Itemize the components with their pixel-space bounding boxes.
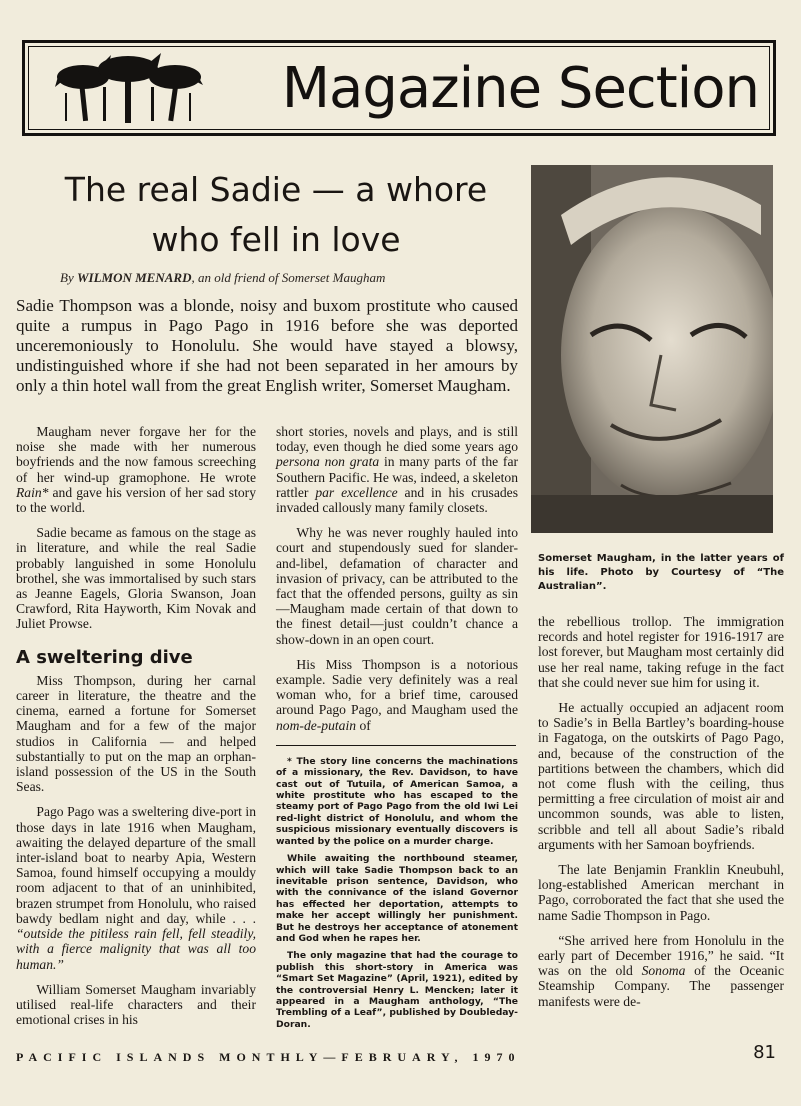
paragraph: William Somerset Maugham invariably utilised real-life characters and their emotional crises in his [16,981,256,1028]
byline [60,270,520,286]
paragraph: Pago Pago was a sweltering dive-port in those days in late 1916 when Maugham, awaiting the delayed departure of the small inter-island boat to nearby Apia, Western Samoa, found himself occupying a mouldy room adjacent to that of an uninhibited, brazen strumpet from Honolulu, who raised bawdy bedlam night and day, while . . . “outside the pitiless rain fell, fell steadily, with a fierce malignity that was all too human.” [16,804,256,972]
byline-suffix: , an old friend of Somerset Maugham [191,270,386,285]
magazine-section-banner [22,40,776,136]
paragraph: short stories, novels and plays, and is still today, even though he died some years ago persona non grata in many parts of the far Southern Pacific. He was, indeed, a skeleton rattler par excellence and in his crusades invaded callously many family closets. [276,424,518,516]
column-2 [276,424,518,1036]
headline-line-2: who fell in love [151,220,401,259]
lead-paragraph: Sadie Thompson was a blonde, noisy and buxom prostitute who caused quite a rumpus in Pago Pago in 1916 before she was deported unceremoniously to Honolulu. She would have stayed a blowsy, undistinguished whore if she had not been separated in her amours by only a thin hotel wall from the great English writer, Somerset Maugham. [16,296,518,395]
paragraph: the rebellious trollop. The immigration records and hotel register for 1916-1917 are lost forever, but Maugham most certainly did use her real name, taking refuge in the fact that she could never sue him for using it. [538,614,784,690]
column-1 [16,424,256,1037]
publication-line: PACIFIC ISLANDS MONTHLY—FEBRUARY, 1970 [16,1050,521,1064]
footnote-paragraph: While awaiting the northbound steamer, which will take Sadie Thompson back to an inevitable prison sentence, Davidson, who with the connivance of the island Governor has effected her deportation, attempts to make her accept willingly her punishment. But he destroys her acceptance of atonement and God when he rapes her. [276,853,518,944]
page-footer [16,1042,776,1066]
banner-title: Magazine Section [281,56,759,121]
photo-caption: Somerset Maugham, in the latter years of his life. Photo by Courtesy of “The Australian”. [538,553,784,592]
rain-title: Rain* [16,484,49,500]
footnote [276,756,518,1030]
paragraph: The late Benjamin Franklin Kneubuhl, long-established American merchant in Pago, corroborated the fact that she used the name Sadie Thompson in Pago. [538,862,784,923]
article-headline [26,165,526,265]
portrait-illustration [531,165,773,533]
portrait-photo [531,165,773,533]
footnote-divider [276,745,516,746]
paragraph: Why he was never roughly hauled into court and stupendously sued for slander-and-libel, defamation of character and invasion of privacy, can be attributed to the fact that the offended persons, guilty as sin—Maugham made certain of that down to the finest detail—just couldn’t chance a show-down in an open court. [276,525,518,647]
rain-quote: “outside the pitiless rain fell, fell steadily, with a fierce malignity that was all too human.” [16,926,256,972]
byline-author: WILMON MENARD [76,270,192,285]
footnote-paragraph: * The story line concerns the machinations of a missionary, the Rev. Davidson, to have cast out of Tutuila, of American Samoa, a white prostitute who has escaped to the steamy port of Pago Pago from the old Iwi Lei red-light district of Honolulu, and whom the suspicious missionary eventually discovers is wanted by the police on a murder charge. [276,755,518,847]
headline-line-1: The real Sadie — a whore [64,170,488,209]
paragraph: Maugham never forgave her for the noise she made with her numerous boyfriends and the now famous screeching of her wind-up gramophone. He wrote Rain* and gave his version of her sad story to the world. [16,424,256,516]
subheading: A sweltering dive [16,646,193,668]
paragraph: Sadie became as famous on the stage as in literature, and while the real Sadie probably languished in some Honolulu brothel, she was immortalised by such stars as Jeanne Eagels, Gloria Swanson, Joan Crawford, Rita Hayworth, Kim Novak and Juliet Prowse. [16,525,256,632]
paragraph: “She arrived here from Honolulu in the early part of December 1916,” he said. “It was on the old Sonoma of the Oceanic Steamship Company. The passenger manifests were de- [538,932,784,1009]
footnote-paragraph: The only magazine that had the courage to publish this short-story in America was “Smart Set Magazine” (April, 1921), edited by the controversial Henry L. Mencken; later it appeared in a Maugham anthology, “The Trembling of a Leaf”, published by Doubleday-Doran. [276,950,518,1030]
paragraph: He actually occupied an adjacent room to Sadie’s in Bella Bartley’s boarding-house in Fagatoga, on the outskirts of Pago Pago, and, because of the construction of the partitions between the chambers, which did not come flush with the ceiling, thus permitting a free circulation of moist air and uncommon sounds, was able to listen, scribble and tell all about Sadie’s ribald arguments with her Samoan boyfriends. [538,700,784,852]
palm-trees-icon [53,53,203,125]
column-3 [538,614,784,1019]
page-number: 81 [753,1042,776,1063]
paragraph: His Miss Thompson is a notorious example. Sadie very definitely was a real woman who, for a brief time, caroused around Pago Pago, and Maugham used the nom-de-putain of [276,656,518,733]
paragraph: Miss Thompson, during her carnal career in literature, the theatre and the cinema, earned a fortune for Somerset Maugham and for a few of the major studios in California — and helped substantially to put on the map an orphan-island possession of the US in the South Seas. [16,672,256,795]
byline-prefix: By [60,270,77,285]
